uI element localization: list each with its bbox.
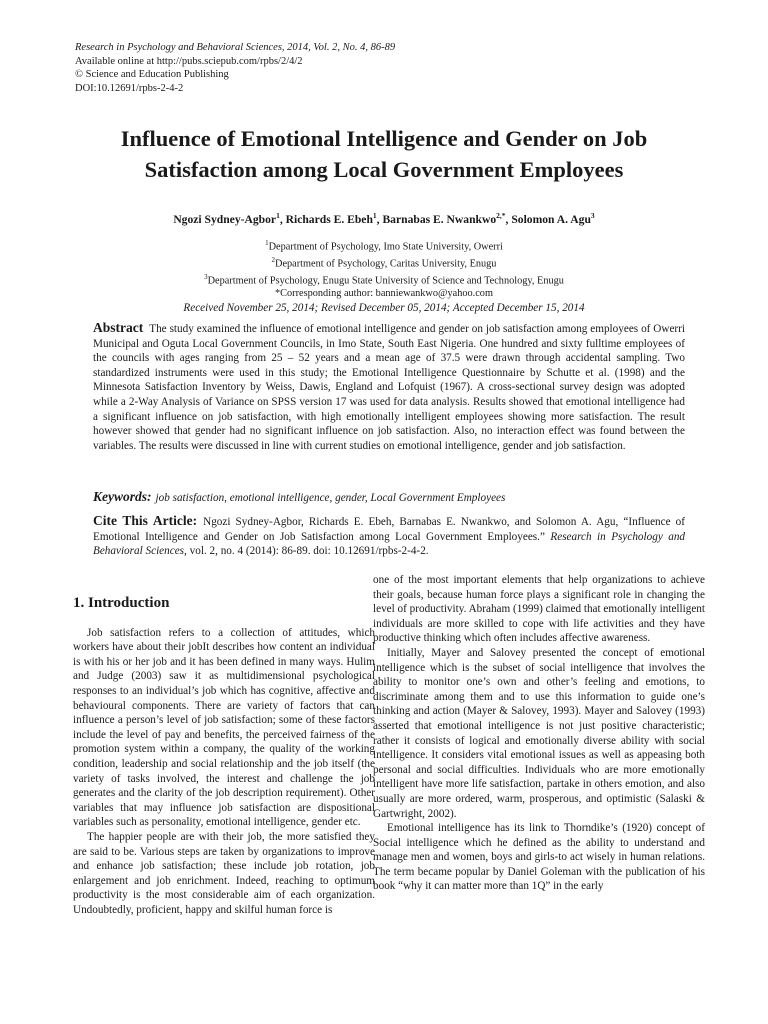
corresponding-author: *Corresponding author: banniewankwo@yahoo.com <box>275 288 493 300</box>
paragraph: The happier people are with their job, the more satisfied they are said to be. Various steps are taken by organizations to improve and enhance job satisfaction; these include job rotation, job enlargement and job enrichment. Indeed, reaching to optimum productivity is the most considerable aim of each organization. Undoubtedly, proficient, happy and skilful human force is <box>73 830 375 916</box>
paragraph: Emotional intelligence has its link to Thorndike’s (1920) concept of Social intelligence which he defined as the ability to understand and manage men and women, boys and girls-to act wisely in human relations. The term became popular by Daniel Goleman with the publication of his book “why it can matter more than 1Q” in the early <box>373 822 705 893</box>
cite-label: Cite This Article: <box>93 513 198 528</box>
affiliations <box>40 237 728 301</box>
author-1: Ngozi Sydney-Agbor$^1$, <box>173 211 286 226</box>
author-3: Barnabas E. Nwankwo$^{2,*}$, <box>382 211 512 226</box>
affiliation-2: $^2$Department of Psychology, Caritas University, Enugu <box>271 255 497 270</box>
journal-header <box>75 41 635 95</box>
affiliation-3: $^3$Department of Psychology, Enugu State University of Science and Technology, Enugu <box>204 272 564 287</box>
keywords-text: job satisfaction, emotional intelligence, gender, Local Government Employees <box>155 492 506 504</box>
cite-text: Ngozi Sydney-Agbor, Richards E. Ebeh, Barnabas E. Nwankwo, and Solomon A. Agu, “Influence of Emotional Intelligence and Gender on Job Satisfaction among Local Government Employees.” <box>93 516 686 543</box>
article-title <box>40 123 728 185</box>
online-availability: Available online at http://pubs.sciepub.com/rpbs/2/4/2 <box>75 55 303 67</box>
publisher-line: © Science and Education Publishing <box>75 69 229 80</box>
doi-line: DOI:10.12691/rpbs-2-4-2 <box>75 82 184 94</box>
section-heading-introduction: 1. Introduction <box>73 595 170 611</box>
paragraph: Initially, Mayer and Salovey presented the concept of emotional intelligence which is the subset of social intelligence that involves the ability to monitor one’s own and other’s feeling and emotions, to discriminate among them and to use this information to guide one’s thinking and action (Mayer & Salovey, 1993). Mayer and Salovey (1993) asserted that emotional intelligence is not just positive characteristic; rather it consists of logical and emotionally diverse ability with social intelligence. It considers vital emotional issues as well as appeasing both personal and social difficulties. Individuals who are more emotionally intelligent have more life satisfaction, partake in others emotion, and also usually are more ordered, warm, prosperous, and optimistic (Salaski & Gartwright, 2002). <box>373 646 705 820</box>
cite-this-article <box>93 514 685 559</box>
author-2: Richards E. Ebeh$^1$, <box>285 211 383 226</box>
keywords <box>93 489 685 505</box>
right-column <box>373 573 705 894</box>
title-line-1: Influence of Emotional Intelligence and Gender on Job <box>120 126 648 151</box>
author-list <box>40 211 728 226</box>
journal-citation: Research in Psychology and Behavioral Sciences, 2014, Vol. 2, No. 4, 86-89 <box>75 42 396 53</box>
author-4: Solomon A. Agu$^3$ <box>511 211 595 226</box>
paragraph: Job satisfaction refers to a collection of attitudes, which workers have about their jobIt describes how content an individual is with his or her job and it has been defined in many ways. Hulim and Judge (2003) saw it as multidimensional psychological responses to an individual’s job which has cognitive, affective and behavioural components. There are variety of factors that can influence a person’s level of job satisfaction; some of these factors include the level of pay and benefits, the perceived fairness of the promotion system within a company, the quality of the working condition, leadership and social relationship and the job itself (the variety of tasks involved, the interest and challenge the job generates and the clarity of the job description requirement). Other variables that may influence job satisfaction are dispositional variables such as personality, emotional intelligence, gender etc. <box>73 626 375 829</box>
abstract-text: The study examined the influence of emotional intelligence and gender on job satisfaction among employees of Owerri Municipal and Oguta Local Government Councils, in Imo State, South East Nigeria. One hundred and sixty fulltime employees of the councils with ages ranging from 25 – 52 years and a mean age of 37.5 were drawn through accidental sampling. Two standardized instruments were used in this study; the Emotional Intelligence Questionnaire by Schutte et al. (1998) and the Minnesota Satisfaction Inventory by Weiss, Dawis, England and Lofquist (1967). A cross-sectional survey design was adopted while a 2-Way Analysis of Variance on SPSS version 17 was used for data analysis. Results showed that emotional intelligence had a significant influence on job satisfaction, with high emotionally intelligent employees showing more satisfaction. The result however showed that gender had no significant influence on job satisfaction. Also, no interaction effect was found between the variables. The results were discussed in line with current studies on emotional intelligence, gender and job satisfaction. <box>93 323 685 452</box>
left-column <box>73 573 375 917</box>
paragraph: one of the most important elements that help organizations to achieve their goals, because human force plays a significant role in changing the level of productivity. Abraham (1999) claimed that emotionally intelligent individuals are more skilled to cope with life activities and they have productive thinking which often includes affective awareness. <box>373 574 706 645</box>
cite-journal: Research in Psychology and Behavioral Sciences <box>93 530 686 558</box>
title-line-2: Satisfaction among Local Government Employees <box>144 157 624 182</box>
keywords-label: Keywords: <box>93 489 152 504</box>
affiliation-1: $^1$Department of Psychology, Imo State University, Owerri <box>265 239 503 253</box>
publication-dates: Received November 25, 2014; Revised December 05, 2014; Accepted December 15, 2014 <box>183 302 585 314</box>
abstract <box>93 321 685 453</box>
cite-volume: , vol. 2, no. 4 (2014): 86-89. doi: 10.12691/rpbs-2-4-2. <box>184 545 429 558</box>
abstract-label: Abstract <box>93 320 144 335</box>
